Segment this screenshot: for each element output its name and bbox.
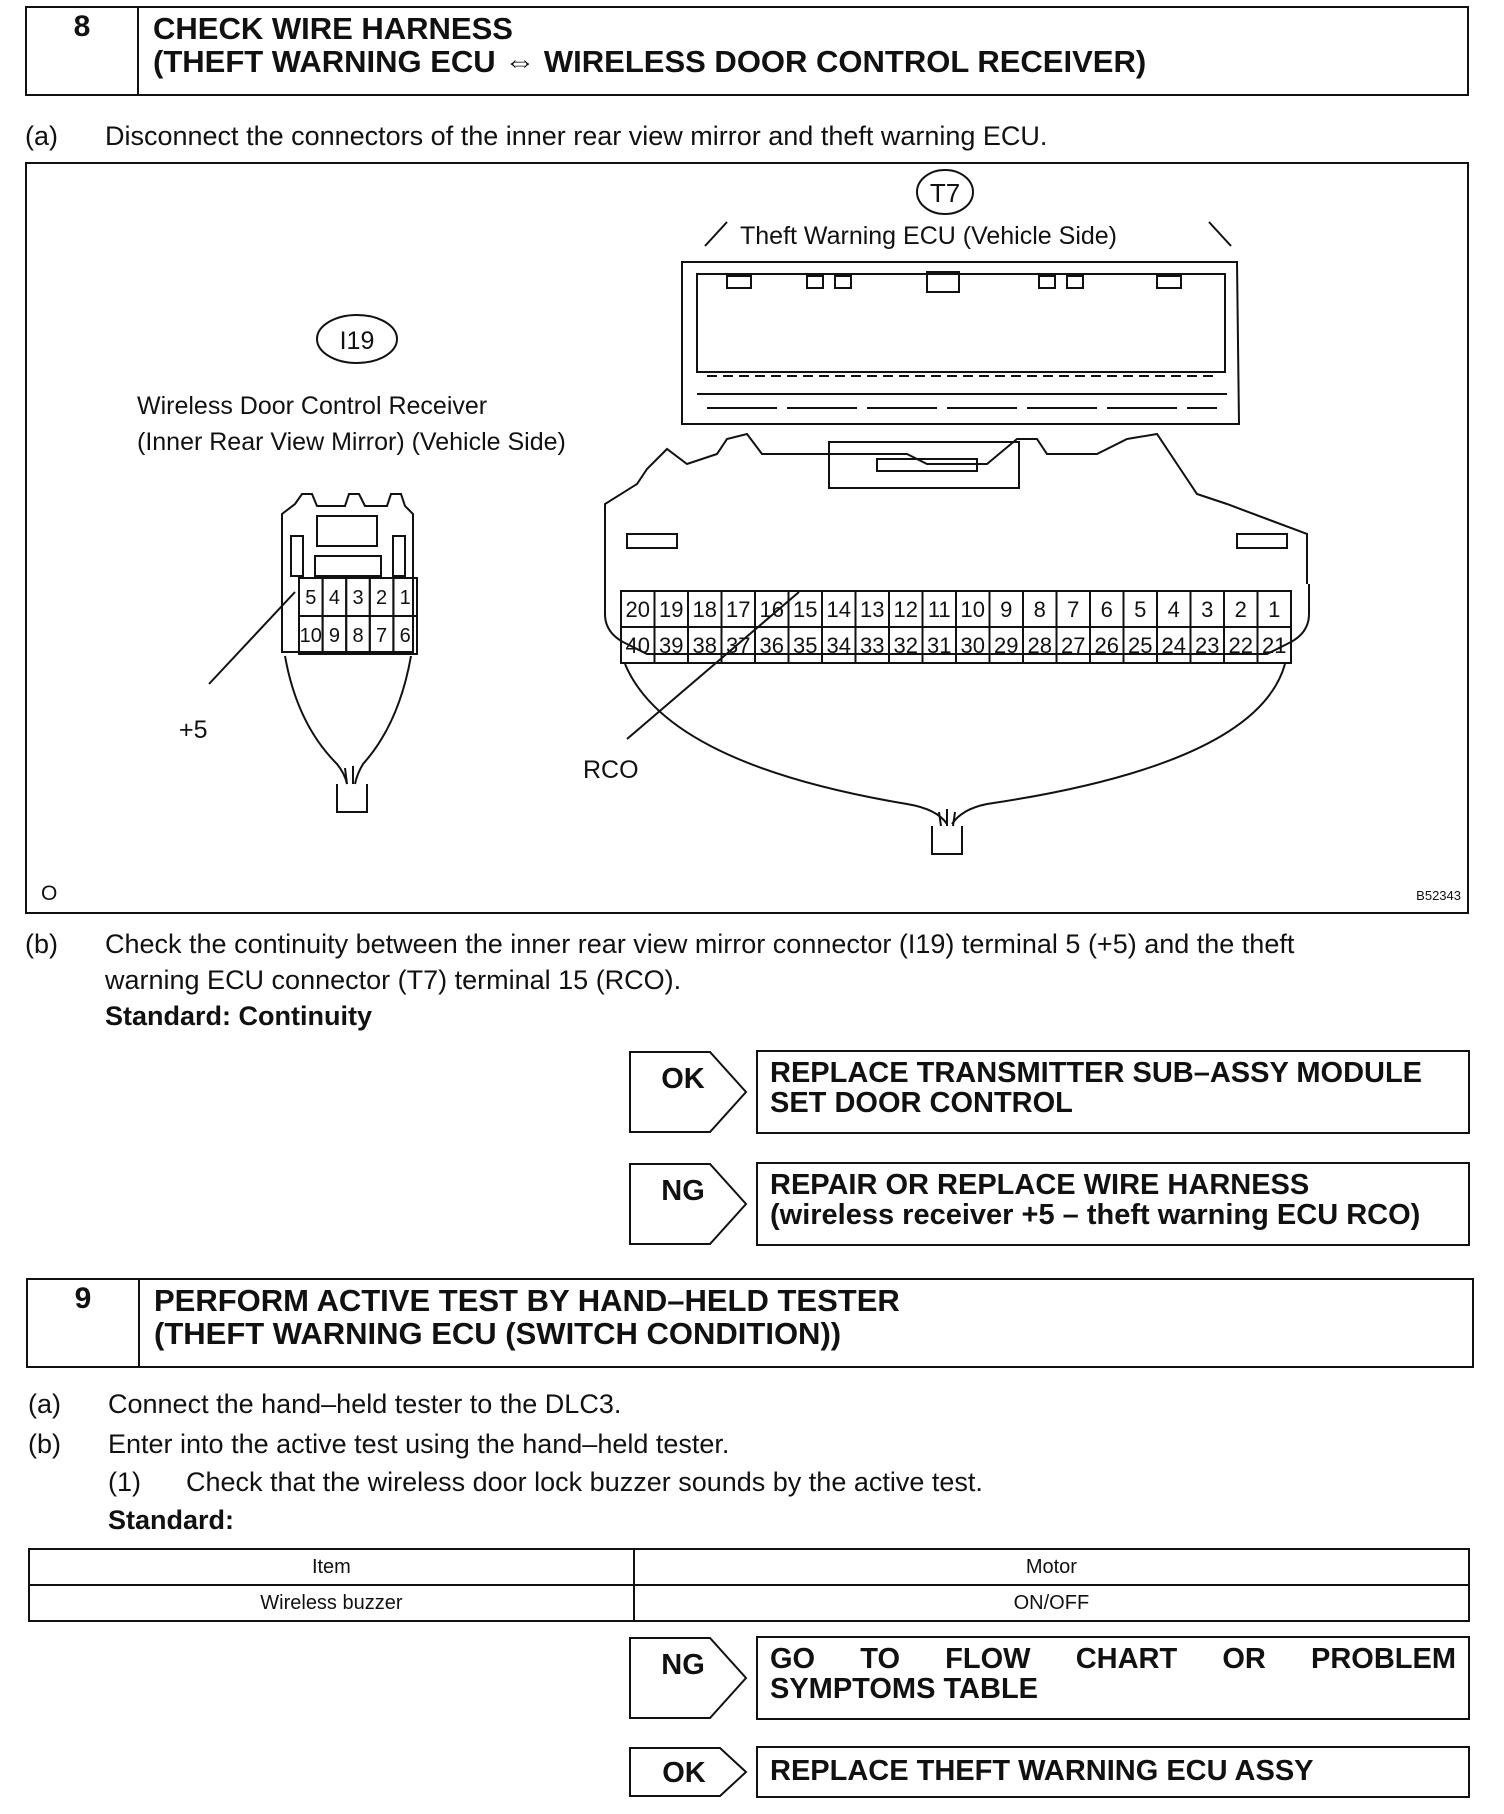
- step-8-instruction-a: [25, 118, 1047, 154]
- t7-title: Theft Warning ECU (Vehicle Side): [740, 222, 1118, 250]
- pin-number: 5: [1134, 596, 1147, 622]
- pin-number: 36: [759, 632, 784, 658]
- pin-number: 32: [893, 632, 918, 658]
- pin-number: 7: [1067, 596, 1080, 622]
- ng-arrow-badge: [628, 1162, 748, 1246]
- t7-id: T7: [929, 178, 961, 208]
- standard-table: [28, 1548, 1470, 1622]
- pin-number: 5: [305, 587, 317, 610]
- t7-latch: [1039, 276, 1055, 288]
- i19-id: I19: [339, 327, 375, 355]
- wire-strand: [953, 812, 955, 826]
- i19-ridge: [315, 556, 381, 576]
- t7-latch: [727, 276, 751, 288]
- pin-number: 6: [399, 625, 411, 648]
- t7-wire-bundle: [932, 826, 962, 854]
- step-9-instructions: [28, 1386, 1468, 1538]
- t7-latch: [1067, 276, 1083, 288]
- pin-number: 26: [1094, 632, 1119, 658]
- step-number: 9: [28, 1280, 140, 1366]
- pin-number: 13: [860, 596, 885, 622]
- table-cell: ON/OFF: [634, 1585, 1469, 1621]
- instruction-b-text: Enter into the active test using the hand–held tester.: [108, 1429, 730, 1459]
- standard-text: Standard:: [108, 1505, 235, 1535]
- pin-number: 4: [1167, 596, 1180, 622]
- t7-harness-right: [952, 664, 1285, 824]
- pin-number: 29: [994, 632, 1019, 658]
- list-label: (a): [25, 121, 58, 151]
- ok-arrow-badge: [628, 1746, 748, 1798]
- table-cell: Wireless buzzer: [29, 1585, 634, 1621]
- pin-number: 22: [1228, 632, 1253, 658]
- t7-latch: [835, 276, 851, 288]
- t7-pin-grid: [621, 591, 1291, 663]
- ng-label: NG: [661, 1175, 705, 1207]
- step-9-header: [26, 1278, 1474, 1368]
- step-8-instruction-b: [25, 926, 1470, 1034]
- pin-number: 28: [1027, 632, 1052, 658]
- pin-number: 12: [893, 596, 918, 622]
- step-title: [153, 12, 1146, 78]
- pin-number: 2: [1234, 596, 1247, 622]
- i19-line1: Wireless Door Control Receiver: [137, 392, 488, 420]
- sublist-label: (1): [108, 1467, 141, 1497]
- pin-number: 16: [759, 596, 784, 622]
- pin-number: 40: [625, 632, 650, 658]
- pin-number: 20: [625, 596, 650, 622]
- ng-result-line1: REPAIR OR REPLACE WIRE HARNESS: [770, 1169, 1310, 1201]
- pin-number: 18: [692, 596, 717, 622]
- t7-face-inner: [697, 274, 1225, 372]
- ng-result-box: [756, 1636, 1470, 1720]
- t7-body-outline: [605, 434, 1307, 584]
- connector-diagram: [25, 162, 1469, 914]
- instruction-line1: Check the continuity between the inner rear view mirror connector (I19) terminal 5 (+5) and the theft: [105, 929, 1295, 959]
- pin-number: 2: [376, 587, 388, 610]
- pin-number: 21: [1262, 632, 1287, 658]
- wire-strand: [939, 812, 941, 826]
- pin-number: 23: [1195, 632, 1220, 658]
- pin-number: 9: [1000, 596, 1013, 622]
- callout-plus5: +5: [179, 716, 208, 744]
- corner-mark: O: [41, 882, 58, 905]
- pin-number: 11: [927, 596, 951, 622]
- step-number: 8: [27, 8, 139, 94]
- pin-number: 25: [1128, 632, 1153, 658]
- pin-number: 39: [659, 632, 684, 658]
- t7-harness-left: [625, 664, 947, 824]
- instruction-sub1-text: Check that the wireless door lock buzzer sounds by the active test.: [186, 1467, 983, 1497]
- pin-number: 31: [927, 632, 952, 658]
- instruction-text: Disconnect the connectors of the inner rear view mirror and theft warning ECU.: [105, 121, 1048, 151]
- pin-number: 35: [793, 632, 818, 658]
- ng-result-line1: GO TO FLOW CHART OR PROBLEM: [770, 1643, 1456, 1675]
- pin-number: 9: [328, 625, 340, 648]
- instruction-line2: warning ECU connector (T7) terminal 15 (RCO).: [105, 965, 682, 995]
- pin-number: 1: [1268, 596, 1281, 622]
- ok-result-text: REPLACE THEFT WARNING ECU ASSY: [770, 1755, 1314, 1787]
- pin-number: 6: [1100, 596, 1113, 622]
- i19-harness-left: [285, 656, 347, 784]
- ng-result-line2: (wireless receiver +5 – theft warning ECU RCO): [770, 1199, 1421, 1231]
- ng-arrow-badge: [628, 1636, 748, 1720]
- list-label: (a): [28, 1389, 61, 1419]
- t7-bracket-left: [705, 222, 727, 246]
- step-title-line2: (THEFT WARNING ECU ⇔ WIRELESS DOOR CONTROL RECEIVER): [153, 44, 1147, 79]
- figure-code: B52343: [1416, 888, 1461, 903]
- i19-line2: (Inner Rear View Mirror) (Vehicle Side): [137, 428, 566, 456]
- t7-tab-right: [1237, 534, 1287, 548]
- table-header-item: Item: [29, 1549, 634, 1585]
- ok-label: OK: [662, 1757, 706, 1789]
- ng-result-line2: SYMPTOMS TABLE: [770, 1673, 1038, 1705]
- pin-number: 4: [328, 587, 340, 610]
- pin-number: 24: [1161, 632, 1186, 658]
- step-title-line1: PERFORM ACTIVE TEST BY HAND–HELD TESTER: [154, 1283, 900, 1318]
- instruction-a-text: Connect the hand–held tester to the DLC3.: [108, 1389, 622, 1419]
- t7-face-outer: [682, 262, 1239, 424]
- table-header-motor: Motor: [634, 1549, 1469, 1585]
- ng-result-box: [756, 1162, 1470, 1246]
- pin-number: 27: [1061, 632, 1086, 658]
- list-label: (b): [25, 929, 58, 959]
- pin-number: 34: [826, 632, 851, 658]
- i19-harness-right: [355, 656, 411, 784]
- pin-number: 3: [1201, 596, 1214, 622]
- pin-number: 37: [726, 632, 751, 658]
- standard-text: Standard: Continuity: [105, 1001, 372, 1031]
- pin-number: 19: [659, 596, 684, 622]
- t7-bracket-right: [1209, 222, 1231, 246]
- t7-latch: [807, 276, 823, 288]
- pin-number: 3: [352, 587, 364, 610]
- pin-number: 30: [960, 632, 985, 658]
- pin-number: 15: [793, 596, 818, 622]
- step-title-line2: (THEFT WARNING ECU (SWITCH CONDITION)): [154, 1316, 842, 1351]
- step-title: [154, 1284, 900, 1350]
- ok-result-box: [756, 1746, 1470, 1798]
- step-title-line1: CHECK WIRE HARNESS: [153, 11, 513, 46]
- i19-wire-bundle: [337, 784, 367, 812]
- connector-drawing: [27, 164, 1467, 912]
- ok-result-line1: REPLACE TRANSMITTER SUB–ASSY MODULE: [770, 1057, 1423, 1089]
- i19-side-tab: [291, 536, 303, 576]
- i19-lock: [317, 516, 377, 546]
- ng-label: NG: [661, 1649, 705, 1681]
- ok-result-line2: SET DOOR CONTROL: [770, 1087, 1073, 1119]
- ok-arrow-badge: [628, 1050, 748, 1134]
- t7-tab-left: [627, 534, 677, 548]
- wire-strand: [345, 768, 347, 784]
- pin-number: 38: [692, 632, 717, 658]
- t7-latch: [1157, 276, 1181, 288]
- ok-label: OK: [661, 1063, 705, 1095]
- pin-number: 14: [826, 596, 851, 622]
- table-row: [29, 1585, 1469, 1621]
- t7-center-lock: [829, 442, 1019, 488]
- pin-number: 8: [352, 625, 364, 648]
- pin-number: 33: [860, 632, 885, 658]
- callout-rco: RCO: [583, 756, 639, 784]
- list-label: (b): [28, 1429, 61, 1459]
- pin-number: 10: [299, 625, 322, 648]
- i19-side-tab: [393, 536, 405, 576]
- step-8-header: [25, 6, 1469, 96]
- table-header-row: [29, 1549, 1469, 1585]
- i19-pin-grid: [299, 578, 417, 654]
- pin-number: 1: [399, 587, 411, 610]
- pin-number: 10: [960, 596, 985, 622]
- pin-number: 17: [726, 596, 751, 622]
- ok-result-box: [756, 1050, 1470, 1134]
- pin-number: 7: [376, 625, 388, 648]
- pin-number: 8: [1033, 596, 1046, 622]
